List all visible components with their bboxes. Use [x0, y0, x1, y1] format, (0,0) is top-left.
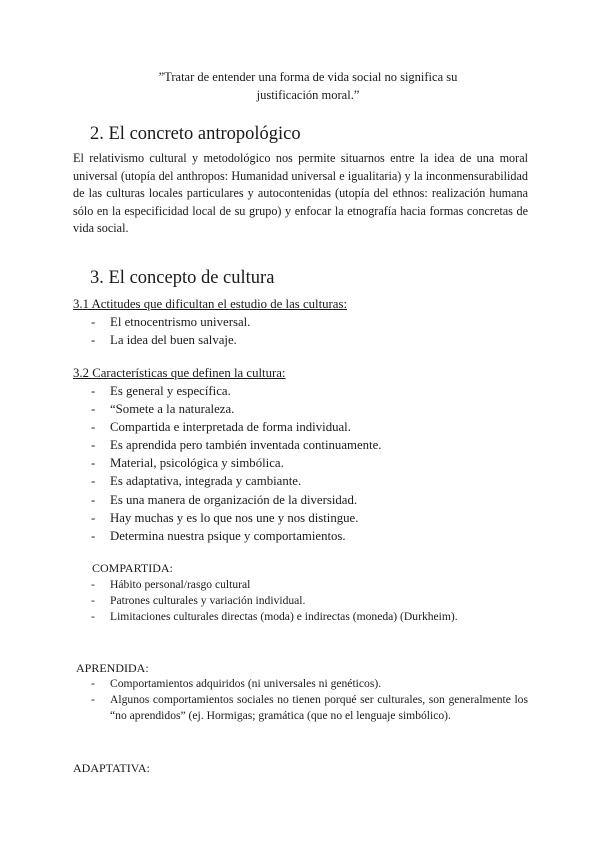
quote-line-1: ”Tratar de entender una forma de vida social no significa su [158, 70, 458, 84]
list-item: - Determina nuestra psique y comportamientos. [91, 527, 381, 545]
list-item: - Comportamientos adquiridos (ni universales ni genéticos). [91, 676, 528, 692]
list-item: - Es adaptativa, integrada y cambiante. [91, 472, 381, 490]
compartida-list [91, 577, 528, 625]
quote-line-2: justificación moral.” [256, 88, 360, 102]
list-item: - Es general y específica. [91, 382, 381, 400]
adaptativa-label: ADAPTATIVA: [73, 761, 150, 775]
compartida-label: COMPARTIDA: [92, 561, 173, 575]
list-item: - Hay muchas y es lo que nos une y nos distingue. [91, 509, 381, 527]
list-item: - Algunos comportamientos sociales no tienen porqué ser culturales, son generalmente los “no aprendidos” (ej. Hormigas; gramática (que no el lenguaje simbólico). [91, 692, 528, 724]
list-item: - “Somete a la naturaleza. [91, 400, 381, 418]
list-item: - Limitaciones culturales directas (moda) e indirectas (moneda) (Durkheim). [91, 609, 528, 625]
list-item: - Hábito personal/rasgo cultural [91, 577, 528, 593]
list-item: - El etnocentrismo universal. [91, 313, 250, 331]
aprendida-list [91, 676, 528, 724]
characteristics-list [91, 382, 381, 545]
list-item: - Material, psicológica y simbólica. [91, 454, 381, 472]
attitudes-list [91, 313, 250, 349]
subsection-3-2-title: 3.2 Características que definen la cultura: [73, 366, 286, 380]
list-item: - La idea del buen salvaje. [91, 331, 250, 349]
section-2-paragraph: El relativismo cultural y metodológico nos permite situarnos entre la idea de una moral universal (utopía del anthropos: Humanidad universal e igualitaria) y la inconmensurabilidad de las culturas locales particulares y autocontenidas (utopía del ethnos: realización humana sólo en la especificidad local de su grupo) y enfocar la etnografía hacia formas concretas de vida social. [73, 151, 528, 236]
list-item: - Es una manera de organización de la diversidad. [91, 491, 381, 509]
subsection-3-1-title: 3.1 Actitudes que dificultan el estudio de las culturas: [73, 297, 348, 311]
list-item: - Es aprendida pero también inventada continuamente. [91, 436, 381, 454]
aprendida-label: APRENDIDA: [76, 661, 149, 675]
section-2-heading: 2. El concreto antropológico [90, 124, 301, 144]
list-item: - Patrones culturales y variación individual. [91, 593, 528, 609]
opening-quote [74, 68, 542, 104]
section-3-heading: 3. El concepto de cultura [90, 268, 275, 288]
list-item: - Compartida e interpretada de forma individual. [91, 418, 381, 436]
